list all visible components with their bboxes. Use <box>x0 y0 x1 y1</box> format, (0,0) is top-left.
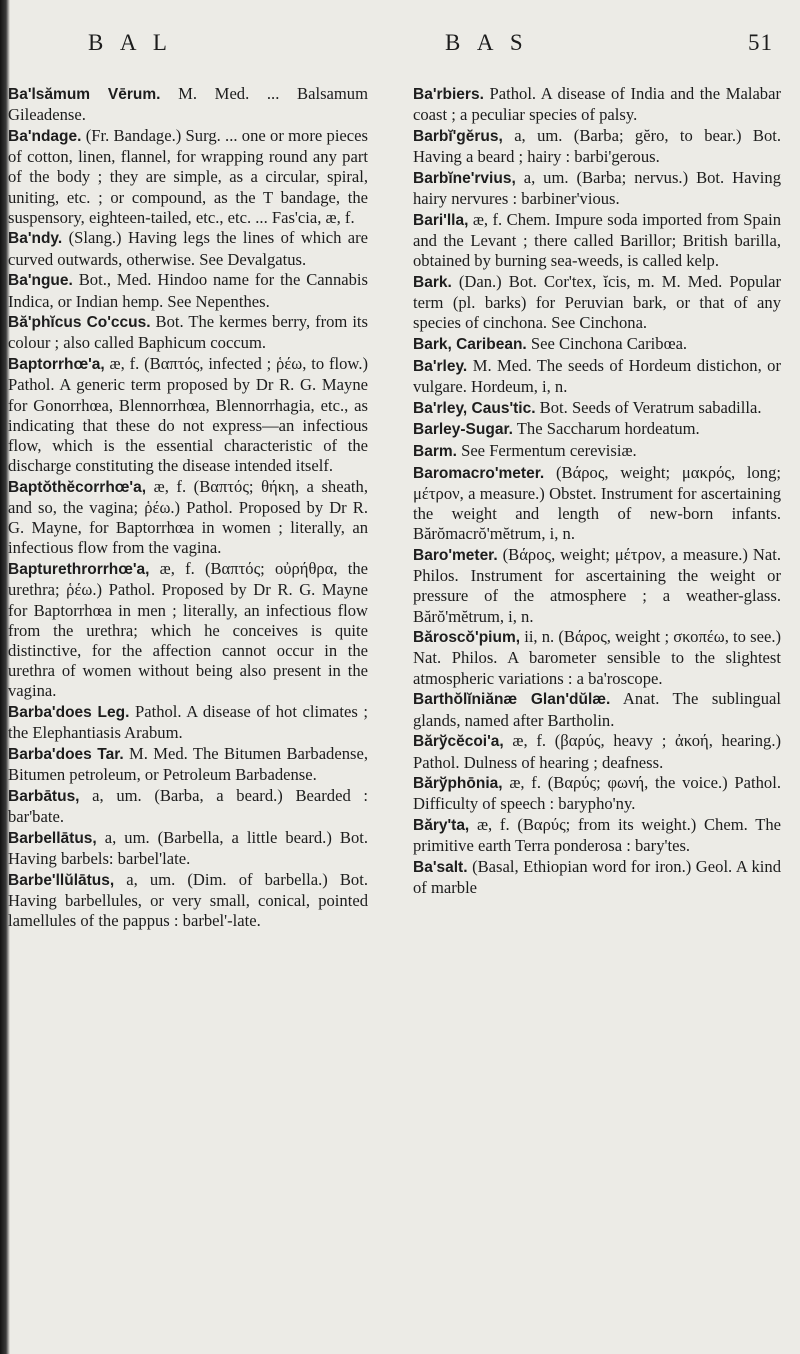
entry-headword: Barbĭ'gĕrus, <box>413 127 503 145</box>
entry-definition: a, um. (Barbella, a little beard.) Bot. Having barbels: barbel'late. <box>8 827 368 869</box>
dictionary-entry <box>413 545 781 627</box>
entry-definition: M. Med. The seeds of Hordeum distichon, or vulgare. Hordeum, i, n. <box>413 355 781 396</box>
entry-definition: See Cinchona Caribœa. <box>526 333 688 353</box>
dictionary-entry <box>413 627 781 689</box>
dictionary-entry <box>413 398 781 419</box>
dictionary-entry <box>413 815 781 856</box>
entry-definition: M. Med. The Bitumen Barbadense, Bitumen petroleum, or Petroleum Barbadense. <box>8 744 368 785</box>
dictionary-entry <box>413 441 781 462</box>
dictionary-entry <box>413 857 781 898</box>
entry-headword: Bărўphōnia, <box>413 775 503 793</box>
entry-definition: æ, f. (Βαπτός; οὐρήθρα, the urethra; ῥέω.) Pathol. Proposed by Dr R. G. Mayne for Baptorrhœa in men ; literally, an infectious flow from the urethra; which he conceives is quite distinctive, for the affection cannot occur in the urethra of women without being also present in the vagina. <box>8 559 368 701</box>
entry-headword: Barba'does Tar. <box>8 746 124 763</box>
entry-headword: Ba'ndage. <box>8 127 82 145</box>
entry-headword: Bark. <box>413 273 452 291</box>
entry-headword: Ba'salt. <box>413 859 468 877</box>
dictionary-entry <box>8 744 368 785</box>
entry-definition: æ, f. (Βαπτός, infected ; ῥέω, to flow.) Pathol. A generic term proposed by Dr R. G. Mayne for Gonorrhœa, Blennorrhœa, Blennorrhagia, etc., as indicating that these do not express—an infectious flow, which is the essential characteristic of the discharge constituting the disease intended itself. <box>8 354 368 476</box>
dictionary-entry <box>8 84 368 125</box>
entry-headword: Bă'phĭcus Co'ccus. <box>8 314 151 332</box>
left-column <box>8 84 368 931</box>
running-head <box>0 30 800 60</box>
entry-headword: Ba'rley, Caus'tic. <box>413 399 536 417</box>
entry-definition: a, um. (Barba; gĕro, to bear.) Bot. Having a beard ; hairy : barbi'gerous. <box>413 125 781 167</box>
entry-definition: (Βάρος, weight; μακρός, long; μέτρον, a measure.) Obstet. Instrument for ascertaining the weight and length of new-born infants. Bărŏmacrŏ'mĕtrum, i, n. <box>413 462 781 544</box>
entry-headword: Barbĭne'rvius, <box>413 169 516 187</box>
dictionary-entry <box>413 126 781 167</box>
entry-definition: æ, f. Chem. Impure soda imported from Spain and the Levant ; there called Barillor; British barilla, obtained by burning sea-weeds, is called kelp. <box>413 209 781 271</box>
entry-headword: Ba'ndy. <box>8 230 63 248</box>
page-number: 51 <box>748 30 773 55</box>
dictionary-entry <box>8 312 368 353</box>
entry-definition: æ, f. (Βαρύς; from its weight.) Chem. The primitive earth Terra ponderosa : bary'tes. <box>413 815 781 856</box>
entry-headword: Barbellātus, <box>8 829 97 847</box>
entry-definition: The Saccharum hordeatum. <box>512 419 700 439</box>
entry-definition: æ, f. (Βαρύς; φωνή, the voice.) Pathol. Difficulty of speech : barypho'ny. <box>413 773 781 814</box>
entry-definition: (Basal, Ethiopian word for iron.) Geol. A kind of marble <box>413 857 781 898</box>
entry-headword: Ba'rbiers. <box>413 86 484 103</box>
dictionary-entry <box>8 870 368 932</box>
entry-headword: Barm. <box>413 442 457 460</box>
entry-headword: Ba'lsămum Vērum. <box>8 86 161 103</box>
dictionary-entry <box>8 270 368 311</box>
entry-definition: æ, f. (Βαπτός; θήκη, a sheath, and so, the vagina; ῥέω.) Pathol. Proposed by Dr R. G. Mayne, for Baptorrhœa in women ; literally, an infectious flow from the vagina. <box>8 476 368 558</box>
entry-definition: æ, f. (βαρύς, heavy ; ἀκοή, hearing.) Pathol. Dulness of hearing ; deafness. <box>413 731 781 772</box>
entry-headword: Băroscŏ'pium, <box>413 629 521 647</box>
entry-headword: Barthŏlĭniănæ Glan'dŭlæ. <box>413 691 611 709</box>
entry-definition: (Slang.) Having legs the lines of which are curved outwards, otherwise. See Devalgatus. <box>8 228 368 269</box>
dictionary-entry <box>8 354 368 476</box>
entry-headword: Bari'lla, <box>413 211 469 229</box>
dictionary-entry <box>8 786 368 827</box>
entry-definition: Bot., Med. Hindoo name for the Cannabis Indica, or Indian hemp. See Nepenthes. <box>8 270 368 311</box>
entry-headword: Bapturethrorrhœ'a, <box>8 561 150 579</box>
entry-definition: ii, n. (Βάρος, weight ; σκοπέω, to see.) Nat. Philos. A barometer sensible to the slightest atmospheric variations : a ba'roscope. <box>413 627 781 688</box>
entry-headword: Bărўcĕcoi'a, <box>413 733 504 751</box>
entry-headword: Baptŏthĕcorrhœ'a, <box>8 478 147 496</box>
dictionary-entry <box>8 702 368 743</box>
right-column <box>413 84 781 898</box>
entry-headword: Baptorrhœ'a, <box>8 356 105 374</box>
dictionary-entry <box>413 168 781 209</box>
entry-headword: Baro'meter. <box>413 546 498 564</box>
entry-headword: Baromacro'meter. <box>413 464 545 482</box>
entry-definition: a, um. (Barba; nervus.) Bot. Having hairy nervures : barbiner'vious. <box>413 167 781 209</box>
dictionary-entry <box>413 731 781 772</box>
dictionary-entry <box>8 477 368 559</box>
dictionary-entry <box>413 84 781 125</box>
dictionary-entry <box>413 210 781 272</box>
entry-definition: M. Med. ... Balsamum Gileadense. <box>8 84 368 125</box>
entry-definition: Pathol. A disease of hot climates ; the Elephantiasis Arabum. <box>8 702 369 743</box>
entry-definition: Bot. The kermes berry, from its colour ; also called Baphicum coccum. <box>8 312 368 353</box>
dictionary-entry <box>413 463 781 545</box>
entry-definition: Anat. The sublingual glands, named after Bartholin. <box>413 689 781 730</box>
entry-definition: (Dan.) Bot. Cor'tex, ĭcis, m. M. Med. Popular term (pl. barks) for Peruvian bark, or that of any species of cinchona. See Cinchona. <box>413 271 781 333</box>
entry-definition: Bot. Seeds of Veratrum sabadilla. <box>535 397 762 417</box>
entry-headword: Barbātus, <box>8 787 80 805</box>
entry-definition: Pathol. A disease of India and the Malabar coast ; a peculiar species of palsy. <box>413 84 781 125</box>
entry-definition: a, um. (Barba, a beard.) Bearded : bar'bate. <box>8 785 368 827</box>
entry-headword: Băry'ta, <box>413 817 470 835</box>
entry-definition: See Fermentum cerevisiæ. <box>456 440 637 460</box>
dictionary-entry <box>413 272 781 334</box>
dictionary-entry <box>8 126 368 228</box>
entry-headword: Bark, Caribean. <box>413 335 527 353</box>
dictionary-entry <box>413 689 781 730</box>
entry-definition: a, um. (Dim. of barbella.) Bot. Having barbellules, or very small, conical, pointed lamellules of the pappus : barbel'-late. <box>8 869 368 931</box>
entry-headword: Barba'does Leg. <box>8 704 130 722</box>
entry-definition: (Βάρος, weight; μέτρον, a measure.) Nat. Philos. Instrument for ascertaining the weight or pressure of the atmosphere ; a weather-glass. Bărŏ'mĕtrum, i, n. <box>413 544 781 626</box>
dictionary-entry <box>8 828 368 869</box>
entry-headword: Barley-Sugar. <box>413 421 513 439</box>
dictionary-entry <box>413 419 781 440</box>
running-head-left: B A L <box>88 30 173 55</box>
dictionary-entry <box>8 228 368 269</box>
running-head-middle: B A S <box>445 30 529 55</box>
dictionary-entry <box>413 356 781 397</box>
dictionary-entry <box>8 559 368 701</box>
entry-headword: Ba'rley. <box>413 357 468 375</box>
entry-definition: (Fr. Bandage.) Surg. ... one or more pieces of cotton, linen, flannel, for wrapping round any part of the body ; they are simple, as a circular, spiral, uniting, etc. ; or compound, as the T bandage, the suspensory, eighteen-tailed, etc., etc. ... Fas'cia, æ, f. <box>8 125 368 227</box>
entry-headword: Ba'ngue. <box>8 272 73 290</box>
dictionary-entry <box>413 334 781 355</box>
entry-headword: Barbe'llŭlātus, <box>8 871 115 889</box>
dictionary-entry <box>413 773 781 814</box>
